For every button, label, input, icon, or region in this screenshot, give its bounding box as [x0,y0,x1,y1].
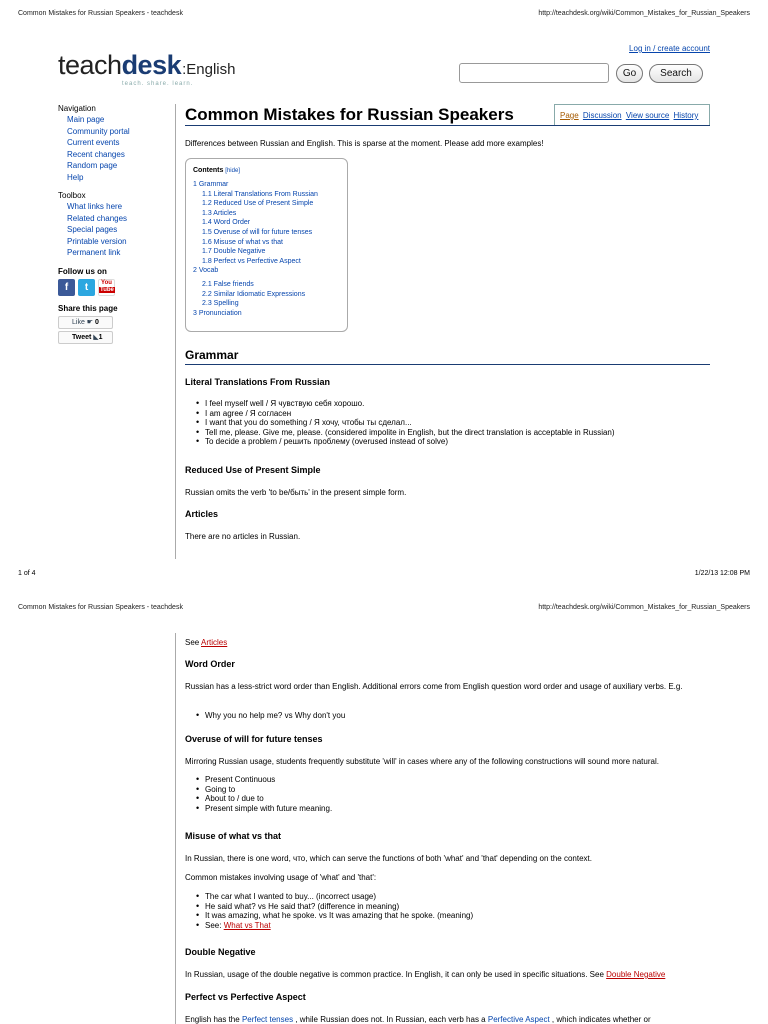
list-item: • It was amazing, what he spoke. vs It was amazing that he spoke. (meaning) [205,911,710,921]
print-header-url: http://teachdesk.org/wiki/Common_Mistakes_for_Russian_Speakers [538,604,750,611]
grammar-rule [185,364,710,365]
list-item: • Going to [205,785,710,795]
share-heading: Share this page [58,303,118,313]
follow-heading: Follow us on [58,266,107,276]
youtube-icon-bottom: Tube [100,286,114,293]
list-item: • Why you no help me? vs Why don't you [205,711,710,721]
print-header-2 [18,604,750,611]
overuse-list [185,775,710,813]
overuse-heading: Overuse of will for future tenses [185,734,323,744]
toc-entry[interactable]: 1.7 Double Negative [202,248,266,256]
double-negative-body: In Russian, usage of the double negative is common practice. In English, it can only be used in specific situations. See [185,970,607,979]
title-rule [185,125,710,126]
toc-entry[interactable]: 1.2 Reduced Use of Present Simple [202,200,314,208]
perfect-heading: Perfect vs Perfective Aspect [185,992,306,1002]
tweet-icon: ◣ [93,333,99,341]
logo-teach: teach [58,50,122,80]
youtube-icon[interactable] [98,279,115,296]
misuse-text-1: In Russian, there is one word, что, which can serve the functions of both 'what' and 'that' depending on the context. [185,854,592,863]
facebook-icon[interactable]: f [58,279,75,296]
see-prefix: See [185,638,202,647]
articles-link[interactable]: Articles [201,638,228,647]
tab-page[interactable]: Page [560,111,579,120]
toc-entry[interactable]: 2.2 Similar Idiomatic Expressions [202,290,306,298]
page-tabs [554,104,710,125]
list-item: • About to / due to [205,794,710,804]
toc-entry[interactable]: 1.6 Misuse of what vs that [202,238,283,246]
toc-title-row [193,167,340,174]
print-footer-date: 1/22/13 12:08 PM [694,570,750,577]
list-item: • I feel myself well / Я чувствую себя хорошо. [205,399,710,409]
logo-tagline: teach. share. learn. [122,81,194,87]
toc-entry[interactable]: 3 Pronunciation [193,309,242,317]
youtube-icon-top: You [101,279,112,286]
print-header-title: Common Mistakes for Russian Speakers - teachdesk [18,10,183,17]
print-footer-page: 1 of 4 [18,570,36,577]
tweet-label: Tweet [72,333,92,341]
nav-item-recent-changes[interactable]: Recent changes [67,149,125,159]
word-order-heading: Word Order [185,659,235,669]
double-negative-heading: Double Negative [185,947,256,957]
toolbox-heading: Toolbox [58,191,86,200]
literal-heading: Literal Translations From Russian [185,377,331,387]
list-item: • Present simple with future meaning. [205,804,710,814]
list-item: • He said what? vs He said that? (difference in meaning) [205,902,710,912]
perfect-tenses-link[interactable]: Perfect tenses [241,1015,294,1024]
page-title: Common Mistakes for Russian Speakers [185,105,514,124]
word-order-text: Russian has a less-strict word order than English. Additional errors come from English question word order and usage of auxiliary verbs. E.g. [185,682,683,691]
list-item: • Present Continuous [205,775,710,785]
nav-item-current-events[interactable]: Current events [67,138,120,147]
misuse-text-2: Common mistakes involving usage of 'what' and 'that': [185,873,377,882]
intro-text: Differences between Russian and English. This is sparse at the moment. Please add more examples! [185,139,544,148]
tweet-count: 1 [98,333,103,341]
nav-item-community-portal[interactable]: Community portal [67,126,130,136]
nav-item-random-page[interactable]: Random page [67,161,118,170]
toc-entry[interactable]: 1.8 Perfect vs Perfective Aspect [202,257,301,265]
nav-list [58,114,168,183]
literal-list [185,399,710,447]
like-label: Like [72,318,85,326]
perfect-text-c: , which indicates whether or [549,1015,651,1024]
toolbox-list [58,201,168,259]
double-negative-text [185,969,710,980]
logo-colon: : [182,61,187,78]
list-item: • The car what I wanted to buy... (incorrect usage) [205,892,710,902]
toc-entry[interactable]: 2 Vocab [193,267,219,275]
toc-entry[interactable]: 1 Grammar [193,181,229,188]
overuse-text: Mirroring Russian usage, students frequently substitute 'will' in cases where any of the following constructions will sound more natural. [185,757,659,766]
perfect-text-b: , while Russian does not. In Russian, each verb has a [293,1015,488,1024]
like-button[interactable] [58,316,113,329]
toc-entry[interactable]: 1.5 Overuse of will for future tenses [202,228,313,236]
toolbox-item-what-links-here[interactable]: What links here [67,202,123,211]
list-item: • To decide a problem / решить проблему (overused instead of solve) [205,437,710,447]
misuse-heading: Misuse of what vs that [185,831,282,841]
toc-title: Contents [193,167,224,174]
sidebar-divider-2 [175,633,176,1024]
print-header-title: Common Mistakes for Russian Speakers - teachdesk [18,604,183,611]
like-count: 0 [95,318,99,326]
what-vs-that-link[interactable]: What vs That [223,920,271,930]
grammar-heading: Grammar [185,348,239,362]
toolbox-item-special-pages[interactable]: Special pages [67,225,118,234]
tweet-button[interactable] [58,331,113,344]
nav-item-main-page[interactable]: Main page [67,115,105,124]
table-of-contents [185,158,348,332]
articles-heading: Articles [185,509,219,519]
tab-history[interactable]: History [673,111,699,120]
search-button[interactable]: Search [649,64,703,83]
print-header-url: http://teachdesk.org/wiki/Common_Mistakes_for_Russian_Speakers [538,10,750,17]
articles-see-line [185,637,227,648]
list-item [205,921,710,931]
site-logo[interactable] [58,50,235,90]
toolbox-item-related-changes[interactable]: Related changes [67,213,128,223]
toolbox-item-permanent-link[interactable]: Permanent link [67,248,121,257]
toc-entry[interactable]: 1.4 Word Order [202,219,251,227]
twitter-icon[interactable]: t [78,279,95,296]
sidebar [58,104,168,346]
reduced-text: Russian omits the verb 'to be/быть' in the present simple form. [185,488,407,497]
logo-language: English [186,61,236,78]
list-item: • I want that you do something / Я хочу, чтобы ты сделал... [205,418,710,428]
go-button[interactable]: Go [616,64,643,83]
see-prefix: See: [205,920,224,930]
search-input[interactable] [459,63,609,83]
toc-entry[interactable]: 1.3 Articles [202,209,237,217]
toc-entry[interactable]: 2.3 Spelling [202,300,239,308]
logo-desk: desk [121,50,182,80]
list-item: • I am agree / Я согласен [205,409,710,419]
print-header [18,10,750,17]
nav-heading: Navigation [58,104,96,113]
perfect-text-a: English has the [185,1015,242,1024]
word-order-list [185,711,710,721]
misuse-list [185,892,710,930]
nav-item-help[interactable]: Help [67,172,84,182]
like-icon: ☛ [86,318,94,326]
perfective-aspect-link[interactable]: Perfective Aspect [487,1015,550,1024]
tab-view-source[interactable]: View source [625,111,670,120]
double-negative-link[interactable]: Double Negative [606,970,666,979]
list-item: • Tell me, please. Give me, please. (considered impolite in English, but the direct translation is acceptable in Russian) [205,428,710,438]
perfect-text [185,1014,710,1024]
social-links [58,279,168,296]
tab-discussion[interactable]: Discussion [582,111,622,120]
toolbox-item-printable-version[interactable]: Printable version [67,236,127,246]
toc-entry[interactable]: 1.1 Literal Translations From Russian [202,190,318,198]
login-link[interactable]: Log in / create account [629,44,710,53]
reduced-heading: Reduced Use of Present Simple [185,465,321,475]
toc-entry[interactable]: 2.1 False friends [202,280,254,288]
toc-hide-link[interactable]: [hide] [225,168,240,174]
sidebar-divider [175,104,176,559]
articles-text: There are no articles in Russian. [185,532,301,541]
